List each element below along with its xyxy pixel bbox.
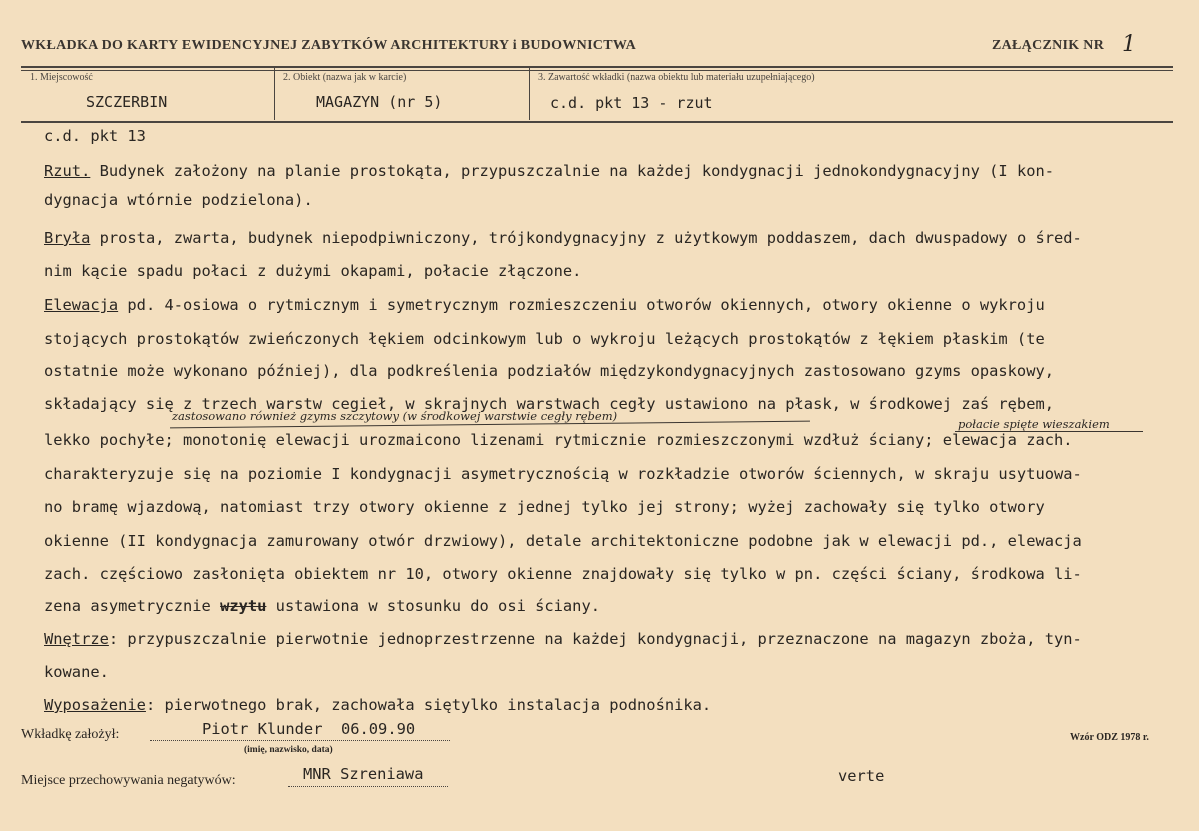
field-divider-1 — [274, 66, 275, 120]
field3-label: 3. Zawartość wkładki (nazwa obiektu lub materiału uzupełniającego) — [538, 72, 815, 83]
elewacja-text: pd. 4-osiowa o rytmicznym i symetrycznym rozmieszczeniu otworów okiennych, otwory okienne o wykroju — [118, 296, 1045, 314]
form-title: WKŁADKA DO KARTY EWIDENCYJNEJ ZABYTKÓW ARCHITEKTURY i BUDOWNICTWA — [21, 38, 637, 53]
body-line-1: c.d. pkt 13 — [44, 127, 146, 145]
storage-dotted-line — [288, 786, 448, 787]
author-value: Piotr Klunder 06.09.90 — [202, 720, 416, 738]
section-heading-wyposazenie: Wyposażenie — [44, 696, 146, 714]
body-line-18 — [44, 696, 711, 714]
field2-value: MAGAZYN (nr 5) — [316, 93, 443, 111]
body-line-15-a: zena asymetrycznie — [44, 597, 221, 615]
body-line-16 — [44, 630, 1082, 648]
section-heading-rzut: Rzut. — [44, 162, 91, 180]
attachment-label: ZAŁĄCZNIK NR — [992, 38, 1105, 53]
body-line-17: kowane. — [44, 663, 109, 681]
field3-value: c.d. pkt 13 - rzut — [550, 94, 713, 112]
body-line-12: no bramę wjazdową, natomiast trzy otwory okienne z jednej tylko jej strony; wyżej zachowały się tylko otwory — [44, 498, 1045, 516]
field-divider-2 — [529, 66, 530, 120]
body-line-15-b: ustawiona w stosunku do osi ściany. — [266, 597, 600, 615]
verte-label: verte — [838, 767, 885, 785]
fields-bottom-rule — [21, 121, 1173, 123]
body-line-2 — [44, 162, 1054, 180]
body-line-8: ostatnie może wykonano później), dla podkreślenia podziałów międzykondygnacyjnych zastosowano gzyms opaskowy, — [44, 362, 1054, 380]
body-line-7: stojących prostokątów zwieńczonych łękiem odcinkowym lub o wykroju leżących prostokątów z łękiem płaskim (te — [44, 330, 1045, 348]
section-heading-elewacja: Elewacja — [44, 296, 119, 314]
body-line-10: lekko pochyłe; monotonię elewacji urozmaicono lizenami rytmicznie rozmieszczonymi wzdłuż ściany; elewacja zach. — [44, 431, 1073, 449]
body-line-4 — [44, 229, 1082, 247]
attachment-number: 1 — [1122, 32, 1136, 57]
rzut-text: Budynek założony na planie prostokąta, przypuszczalnie na każdej kondygnacji jednokondygnacyjny (I kon- — [90, 162, 1055, 180]
body-line-14: zach. częściowo zasłonięta obiektem nr 10, otwory okienne znajdowały się tylko w pn. części ściany, środkowa li- — [44, 565, 1082, 583]
field1-label: 1. Miejscowość — [30, 72, 93, 83]
bryla-text: prosta, zwarta, budynek niepodpiwniczony, trójkondygnacyjny z użytkowym poddaszem, dach dwuspadowy o śred- — [90, 229, 1082, 247]
struck-word: wzytu — [220, 597, 267, 615]
body-line-6 — [44, 296, 1045, 314]
author-dotted-line — [150, 740, 450, 741]
handwritten-note-polacie: połacie spięte wieszakiem — [958, 417, 1110, 431]
storage-value: MNR Szreniawa — [303, 765, 424, 783]
body-line-9: składający się z trzech warstw cegieł, w skrajnych warstwach cegły ustawiono na płask, w środkowej zaś rębem, — [44, 395, 1054, 413]
header-rule-thin — [21, 70, 1173, 71]
section-heading-wnetrze: Wnętrze — [44, 630, 109, 648]
body-line-11: charakteryzuje się na poziomie I kondygnacji asymetrycznością w rozkładzie otworów ściennych, w skraju usytuowa- — [44, 465, 1082, 483]
body-line-13: okienne (II kondygnacja zamurowany otwór drzwiowy), detale architektoniczne podobne jak w elewacji pd., elewacja — [44, 532, 1082, 550]
wnetrze-text: : przypuszczalnie pierwotnie jednoprzestrzenne na każdej kondygnacji, przeznaczone na magazyn zboża, tyn- — [108, 630, 1082, 648]
section-heading-bryla: Bryła — [44, 229, 91, 247]
field2-label: 2. Obiekt (nazwa jak w karcie) — [283, 72, 407, 83]
author-label: Wkładkę założył: — [21, 727, 120, 742]
wyposazenie-text: : pierwotnego brak, zachowała siętylko instalacja podnośnika. — [145, 696, 712, 714]
handwritten-note-gzyms: zastosowano również gzyms szczytowy (w środkowej warstwie cegły rębem) — [172, 409, 618, 423]
body-line-3: dygnacja wtórnie podzielona). — [44, 191, 313, 209]
storage-label: Miejsce przechowywania negatywów: — [21, 773, 236, 788]
form-model: Wzór ODZ 1978 r. — [1070, 732, 1149, 743]
body-line-5: nim kącie spadu połaci z dużymi okapami, połacie złączone. — [44, 262, 582, 280]
body-line-15 — [44, 597, 600, 615]
field1-value: SZCZERBIN — [86, 93, 168, 111]
header-rule — [21, 66, 1173, 68]
author-hint: (imię, nazwisko, data) — [244, 745, 333, 755]
